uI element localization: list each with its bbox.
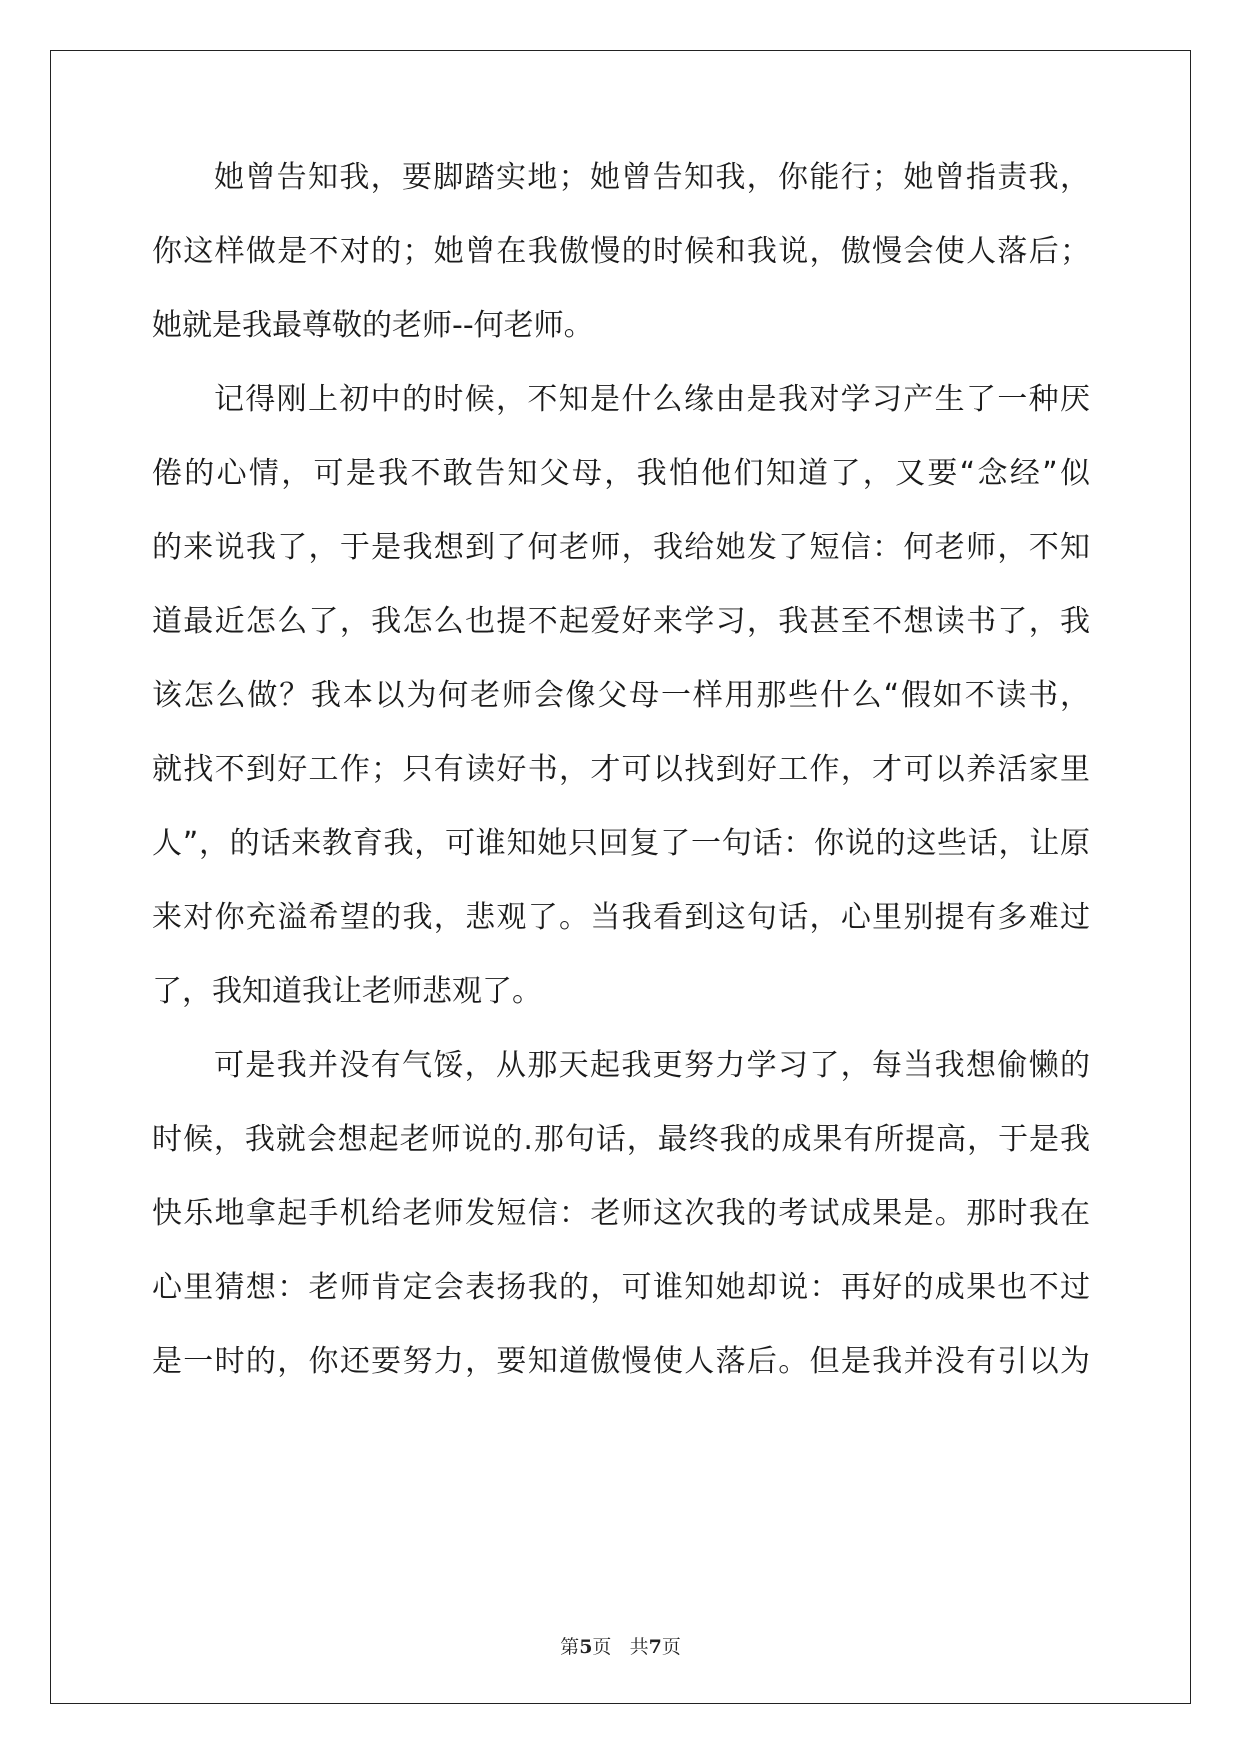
- total-pages: 7: [648, 1636, 662, 1658]
- page-prefix: 第: [560, 1636, 580, 1658]
- document-body: [152, 158, 1090, 1416]
- paragraph-3-line-4: 心里猜想：老师肯定会表扬我的，可谁知她却说：再好的成果也不过: [152, 1270, 1090, 1305]
- paragraph-2-line-8: 来对你充溢希望的我，悲观了。当我看到这句话，心里别提有多难过: [152, 900, 1090, 935]
- paragraph-3-line-5: 是一时的，你还要努力，要知道傲慢使人落后。但是我并没有引以为: [152, 1344, 1090, 1379]
- page-footer: [0, 1632, 1241, 1659]
- paragraph-1-line-2: 你这样做是不对的；她曾在我傲慢的时候和我说，傲慢会使人落后；: [152, 234, 1090, 269]
- paragraph-2-line-3: 的来说我了，于是我想到了何老师，我给她发了短信：何老师，不知: [152, 530, 1090, 565]
- paragraph-3-line-3: 快乐地拿起手机给老师发短信：老师这次我的考试成果是。那时我在: [152, 1196, 1090, 1231]
- paragraph-3-line-1: 可是我并没有气馁，从那天起我更努力学习了，每当我想偷懒的: [214, 1048, 1090, 1083]
- paragraph-1-line-3: 她就是我最尊敬的老师--何老师。: [152, 308, 594, 343]
- total-suffix: 页: [661, 1636, 681, 1658]
- paragraph-2-line-1: 记得刚上初中的时候，不知是什么缘由是我对学习产生了一种厌: [214, 382, 1090, 417]
- page-suffix: 页: [592, 1636, 612, 1658]
- paragraph-3-line-2: 时候，我就会想起老师说的.那句话，最终我的成果有所提高，于是我: [152, 1122, 1090, 1157]
- paragraph-2-line-7: 人”，的话来教育我，可谁知她只回复了一句话：你说的这些话，让原: [152, 826, 1090, 861]
- paragraph-2-line-5: 该怎么做？我本以为何老师会像父母一样用那些什么“假如不读书，: [152, 678, 1090, 713]
- paragraph-2-line-2: 倦的心情，可是我不敢告知父母，我怕他们知道了，又要“念经”似: [152, 456, 1090, 491]
- paragraph-1-line-1: 她曾告知我，要脚踏实地；她曾告知我，你能行；她曾指责我，: [214, 160, 1090, 195]
- paragraph-2-line-6: 就找不到好工作；只有读好书，才可以找到好工作，才可以养活家里: [152, 752, 1090, 787]
- total-prefix: 共: [629, 1636, 649, 1658]
- paragraph-2-line-4: 道最近怎么了，我怎么也提不起爱好来学习，我甚至不想读书了，我: [152, 604, 1090, 639]
- paragraph-2-line-9: 了，我知道我让老师悲观了。: [152, 974, 542, 1009]
- page-number: 5: [579, 1636, 593, 1658]
